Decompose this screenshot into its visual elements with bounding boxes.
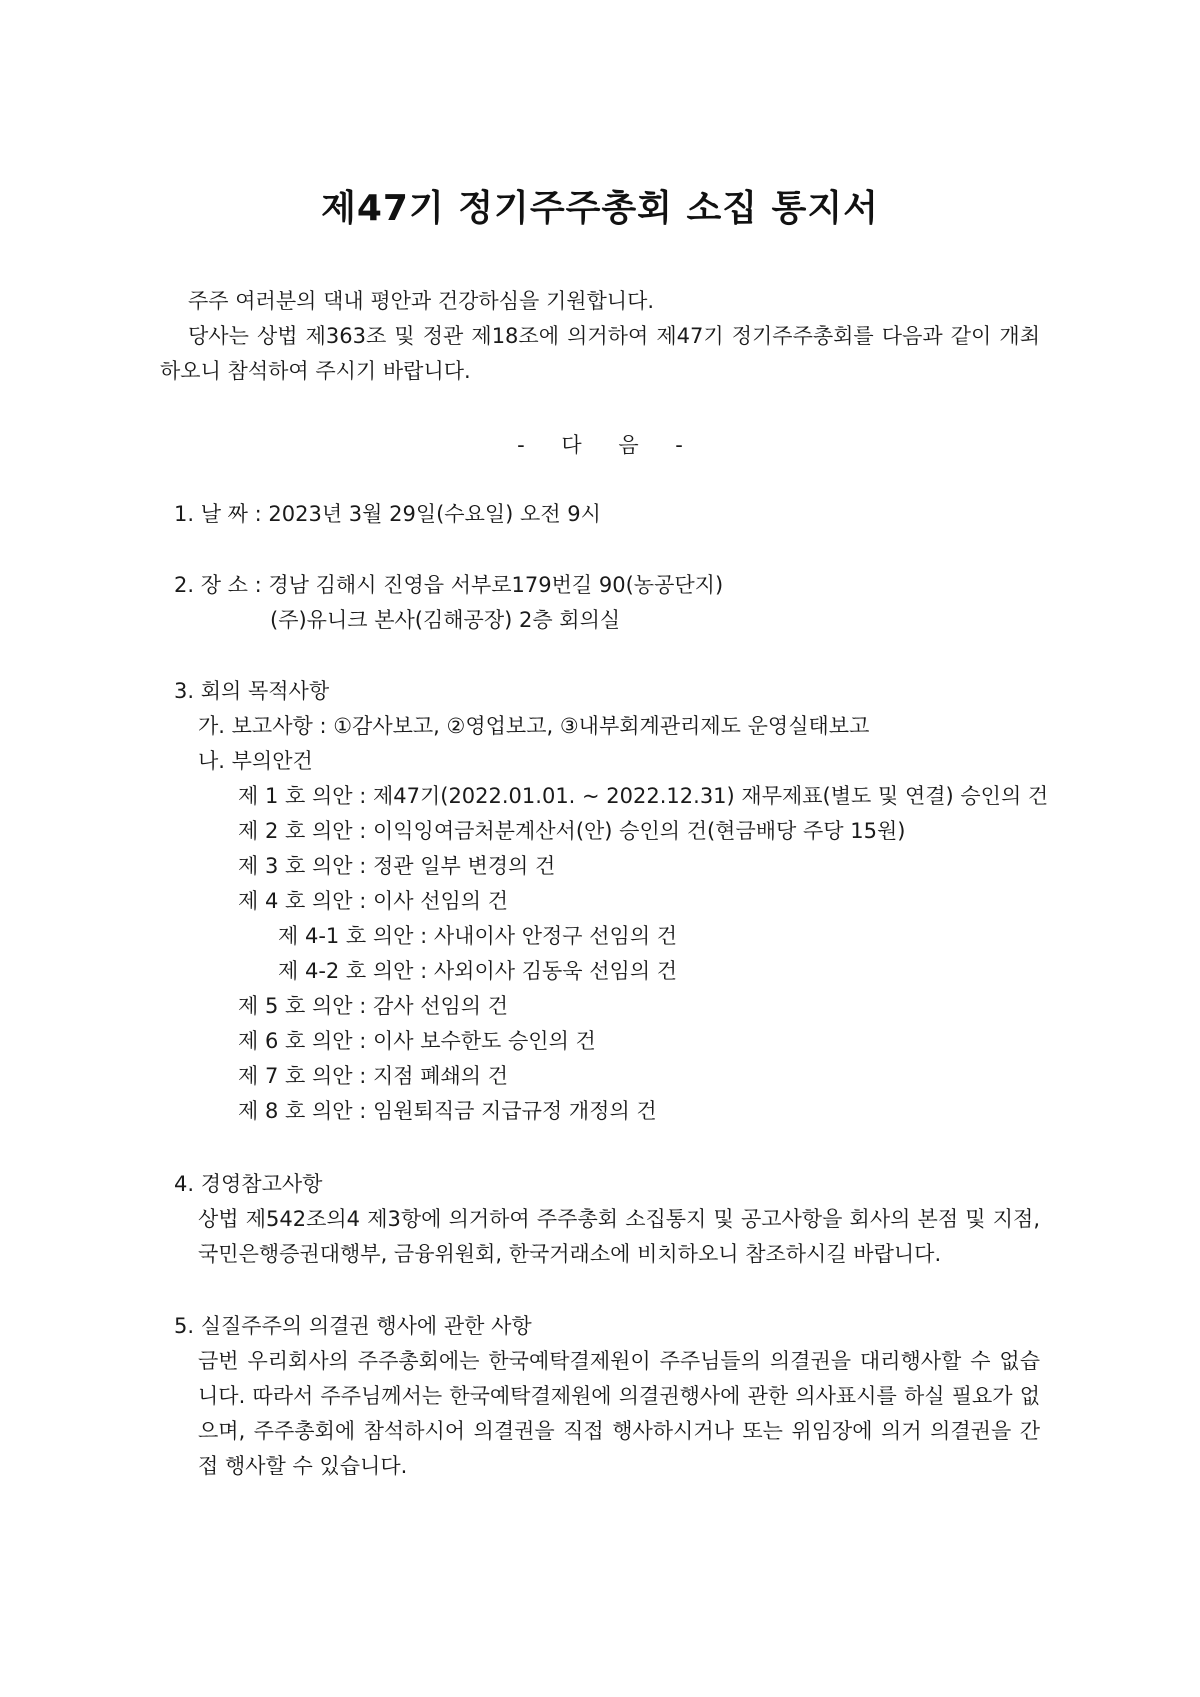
resolutions-heading: 나. 부의안건 <box>198 749 313 773</box>
agenda-item: 제 7 호 의안 : 지점 폐쇄의 건 <box>238 1064 509 1088</box>
agenda-sub-item: 제 4-2 호 의안 : 사외이사 김동욱 선임의 건 <box>278 959 678 983</box>
agenda-item: 제 2 호 의안 : 이익잉여금처분계산서(안) 승인의 건(현금배당 주당 15원) <box>238 819 906 843</box>
page-title: 제47기 정기주주총회 소집 통지서 <box>321 188 879 229</box>
agenda-item: 제 5 호 의안 : 감사 선임의 건 <box>238 994 509 1018</box>
agenda-item: 제 3 호 의안 : 정관 일부 변경의 건 <box>238 854 556 878</box>
meeting-date: 1. 날 짜 : 2023년 3월 29일(수요일) 오전 9시 <box>174 502 601 526</box>
section-heading: 5. 실질주주의 의결권 행사에 관한 사항 <box>174 1314 532 1338</box>
meeting-place-detail: (주)유니크 본사(김해공장) 2층 회의실 <box>270 608 621 632</box>
greeting-text: 주주 여러분의 댁내 평안과 건강하심을 기원합니다. <box>188 289 655 313</box>
agenda-sub-item: 제 4-1 호 의안 : 사내이사 안정구 선임의 건 <box>278 924 678 948</box>
agenda-item: 제 1 호 의안 : 제47기(2022.01.01. ~ 2022.12.31) 재무제표(별도 및 연결) 승인의 건 <box>238 784 1049 808</box>
agenda-item: 제 8 호 의안 : 임원퇴직금 지급규정 개정의 건 <box>238 1099 657 1123</box>
intro-paragraph: 당사는 상법 제363조 및 정관 제18조에 의거하여 제47기 정기주주총회를 다음과 같이 개최하오니 참석하여 주시기 바랍니다. <box>160 324 1040 383</box>
section-heading: 4. 경영참고사항 <box>174 1172 323 1196</box>
section-body: 상법 제542조의4 제3항에 의거하여 주주총회 소집통지 및 공고사항을 회사의 본점 및 지점, 국민은행증권대행부, 금융위원회, 한국거래소에 비치하오니 참조하시길 바랍니다. <box>198 1207 1040 1266</box>
agenda-item: 제 4 호 의안 : 이사 선임의 건 <box>238 889 509 913</box>
agenda-item: 제 6 호 의안 : 이사 보수한도 승인의 건 <box>238 1029 596 1053</box>
agenda-heading: 3. 회의 목적사항 <box>174 679 330 703</box>
meeting-place: 2. 장 소 : 경남 김해시 진영읍 서부로179번길 90(농공단지) <box>174 573 724 597</box>
section-body: 금번 우리회사의 주주총회에는 한국예탁결제원이 주주님들의 의결권을 대리행사할 수 없습니다. 따라서 주주님께서는 한국예탁결제원에 의결권행사에 관한 의사표시를 하실 필요가 없으며, 주주총회에 참석하시어 의결권을 직접 행사하시거나 또는 위임장에 의거 의결권을 간접 행사할 수 있습니다. <box>198 1349 1040 1478</box>
report-items: 가. 보고사항 : ①감사보고, ②영업보고, ③내부회계관리제도 운영실태보고 <box>198 714 870 738</box>
center-divider-text: - 다 음 - <box>517 433 683 457</box>
